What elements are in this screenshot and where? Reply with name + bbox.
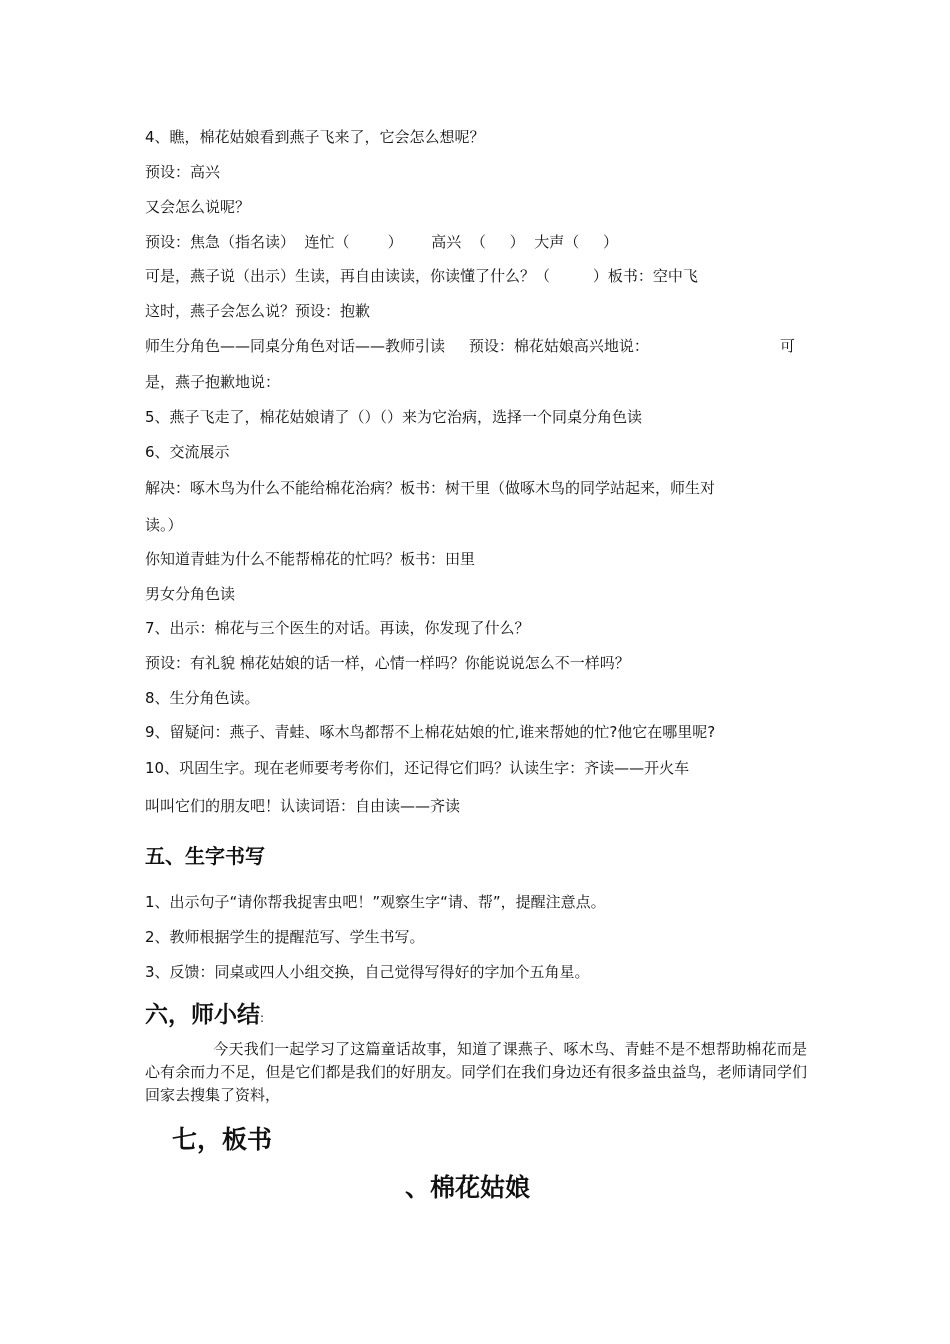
- text-line: 8、生分角色读。: [145, 689, 260, 707]
- list-item: 3、反馈：同桌或四人小组交换，自己觉得写得好的字加个五角星。: [145, 963, 590, 981]
- text-line: 可是，燕子说（出示）生读，再自由读读，你读懂了什么？（ ）板书：空中飞: [145, 267, 698, 285]
- text-line: 预设：有礼貌 棉花姑娘的话一样，心情一样吗？你能说说怎么不一样吗？: [145, 654, 630, 672]
- heading-colon: :: [260, 1011, 265, 1025]
- text-line: 男女分角色读: [145, 585, 236, 603]
- section-heading-text: 六，师小结: [145, 1002, 260, 1028]
- summary-text: 今天我们一起学习了这篇童话故事，知道了课燕子、啄木鸟、青蛙不是不想帮助棉花而是心有余而力不足，但是它们都是我们的好朋友。同学们在我们身边还有很多益虫益鸟，老师请同学们回家去搜集了资料，: [145, 1040, 807, 1104]
- text-line: 4、瞧，棉花姑娘看到燕子飞来了，它会怎么想呢？: [145, 128, 485, 146]
- text-line: 这时，燕子会怎么说？预设：抱歉: [145, 302, 371, 320]
- summary-paragraph: [145, 1038, 807, 1107]
- text-line: 你知道青蛙为什么不能帮棉花的忙吗？板书：田里: [145, 550, 476, 568]
- text-line-end: 可: [780, 337, 796, 355]
- text-line: 是，燕子抱歉地说：: [145, 373, 281, 391]
- text-line: 叫叫它们的朋友吧！认读词语：自由读——齐读: [145, 797, 461, 815]
- section-heading: [145, 996, 264, 1029]
- text-line: 预设：焦急（指名读） 连忙（ ） 高兴 （ ） 大声（ ）: [145, 233, 619, 251]
- list-item: 1、出示句子“请你帮我捉害虫吧！”观察生字“请、帮”，提醒注意点。: [145, 893, 606, 911]
- section-heading: 五、生字书写: [145, 844, 265, 868]
- text-line: 10、巩固生字。现在老师要考考你们，还记得它们吗？认读生字：齐读——开火车: [145, 759, 690, 777]
- text-line: 6、交流展示: [145, 443, 230, 461]
- text-line: 9、留疑问：燕子、青蛙、啄木鸟都帮不上棉花姑娘的忙,谁来帮她的忙?他它在哪里呢?: [145, 723, 716, 741]
- text-line: 又会怎么说呢？: [145, 198, 251, 216]
- text-line: 5、燕子飞走了，棉花姑娘请了（）（）来为它治病，选择一个同桌分角色读: [145, 408, 643, 426]
- text-line: 师生分角色——同桌分角色对话——教师引读 预设：棉花姑娘高兴地说：: [145, 337, 649, 355]
- text-line: 7、出示：棉花与三个医生的对话。再读，你发现了什么？: [145, 619, 530, 637]
- board-title: 、棉花姑娘: [405, 1173, 531, 1202]
- text-line: 解决：啄木鸟为什么不能给棉花治病？板书：树干里（做啄木鸟的同学站起来，师生对: [145, 479, 716, 497]
- list-item: 2、教师根据学生的提醒范写、学生书写。: [145, 928, 425, 946]
- section-heading: 七，板书: [172, 1125, 273, 1154]
- text-line: 预设：高兴: [145, 163, 221, 181]
- text-line: 读。）: [145, 516, 183, 534]
